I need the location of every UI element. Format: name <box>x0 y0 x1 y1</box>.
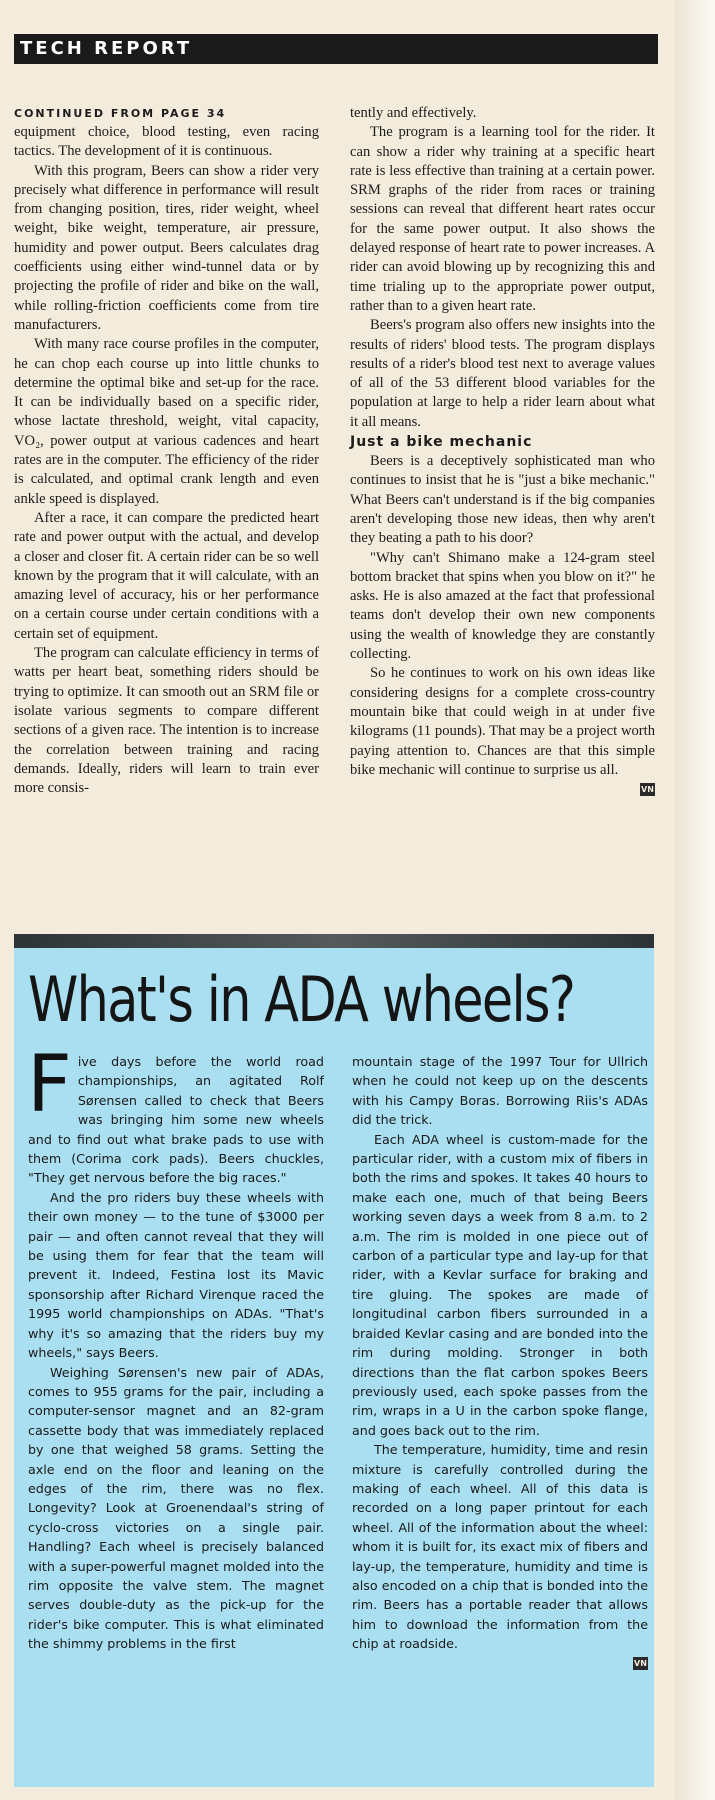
article-column-left <box>14 104 319 798</box>
section-title: TECH REPORT <box>20 38 193 59</box>
end-mark-icon: VN <box>641 785 654 795</box>
ada-sidebar <box>14 934 654 1787</box>
drop-cap: F <box>27 1040 72 1130</box>
paragraph <box>27 1040 324 1188</box>
article-column-right <box>350 104 655 796</box>
paragraph: Weighing Sørensen's new pair of ADAs, comes to 955 grams for the pair, including a computer-sensor magnet and an 82-gram cassette body that was immediately replaced by one that weighed 58 grams. Setting the axle end on the floor and leaning on the edges of the rim, there was no flex. Longevity? Look at Groenendaal's string of cyclo-cross victories on a single pair. Handling? Each wheel is precisely balanced with a super-powerful magnet molded into the rim opposite the valve stem. The magnet serves double-duty as the pick-up for the rider's bike computer. This is what eliminated the shimmy problems in the first <box>28 1364 324 1652</box>
paragraph: Beers's program also offers new insights into the results of riders' blood tests. The program displays results of a rider's blood test next to average values of all of the 53 different blood variables for the population at large to help a rider learn about what it all means. <box>350 317 655 430</box>
paragraph: equipment choice, blood testing, even racing tactics. The development of it is continuous. <box>14 124 319 160</box>
paragraph: The program is a learning tool for the rider. It can show a rider why training at a specific heart rate is less effective than training at a certain power. SRM graphs of the rider from races or training sessions can reveal that different heart rates occur for the same power output. It also shows the delayed response of heart rate to power increases. A rider can avoid blowing up by recognizing this and time trialing up to the appropriate power output, rather than to a given heart rate. <box>350 124 655 314</box>
page-edge <box>675 0 715 1800</box>
sidebar-column-right <box>352 1052 648 1670</box>
sidebar-column-left <box>27 1040 324 1654</box>
sidebar-title: What's in ADA wheels? <box>28 963 575 1036</box>
sidebar-top-bar <box>14 934 654 948</box>
end-mark-icon: VN <box>634 1658 647 1668</box>
paragraph: "Why can't Shimano make a 124-gram steel bottom bracket that spins when you blow on it?" he asks. He is also amazed at the fact that professional teams don't develop their own new components using the wealth of knowledge they are constantly collecting. <box>350 549 655 663</box>
lead-text: ive days before the world road championships, an agitated Rolf Sørensen called to check that Beers was bringing him some new wheels and to find out what brake pads to use with them (Corima cork pads). Beers chuckles, "They get nervous before the big races." <box>28 1054 324 1186</box>
paragraph: The temperature, humidity, time and resin mixture is carefully controlled during the making of each wheel. All of this data is recorded on a long paper printout for each wheel. All of the information about the wheel: whom it is built for, its exact mix of fibers and lay-up, the temperature, humidity and time is also encoded on a chip that is bonded into the rim. Beers has a portable reader that allows him to download the information from the chip at roadside. <box>352 1442 648 1652</box>
paragraph: mountain stage of the 1997 Tour for Ullrich when he could not keep up on the descents with his Campy Boras. Borrowing Riis's ADAs did the trick. <box>352 1054 648 1128</box>
paragraph: With this program, Beers can show a rider very precisely what difference in performance will result from changing position, tires, rider weight, wheel weight, bike weight, temperature, air pressure, humidity and power output. Beers calculates drag coefficients using either wind-tunnel data or by projecting the profile of rider and bike on the wall, while rolling-friction coefficients come from tire manufacturers. <box>14 162 319 333</box>
subhead: Just a bike mechanic <box>350 434 533 451</box>
paragraph: Each ADA wheel is custom-made for the particular rider, with a custom mix of fibers in both the rims and spokes. It takes 40 hours to make each one, much of that being Beers working seven days a week from 8 a.m. to 2 a.m. The rim is molded in one piece out of carbon of a particular type and lay-up for that rider, with a Kevlar surface for braking and tire gluing. The spokes are made of longitudinal carbon fibers surrounded in a braided Kevlar casing and are bonded into the rim during molding. Stronger in both directions than the flat carbon spokes Beers previously used, each spoke passes from the rim, wraps in a U in the carbon spoke flange, and goes back out to the rim. <box>352 1131 648 1438</box>
continued-label: CONTINUED FROM PAGE 34 <box>14 107 227 120</box>
paragraph: So he continues to work on his own ideas like considering designs for a complete cross-country mountain bike that could weigh in at under five kilograms (11 pounds). That may be a project worth paying attention to. Chances are that this simple bike mechanic will continue to surprise us all. <box>350 665 655 778</box>
section-header-bar <box>14 34 658 64</box>
paragraph: After a race, it can compare the predicted heart rate and power output with the actual, and develop a closer and closer fit. A certain rider can be so well known by the program that it will calculate, with an amazing level of accuracy, his or her performance on a certain course under certain conditions with a certain set of equipment. <box>14 509 319 642</box>
paragraph: Beers is a deceptively sophisticated man who continues to insist that he is "just a bike mechanic." What Beers can't understand is if the big companies aren't developing those new ideas, then why aren't they beating a path to his door? <box>350 453 655 547</box>
paragraph: The program can calculate efficiency in terms of watts per heart beat, something riders should be trying to optimize. It can smooth out an SRM file or isolate various segments to compare different sections of a given race. The intention is to increase the correlation between training and racing demands. Ideally, riders will learn to train ever more consis- <box>14 645 319 797</box>
paragraph: tently and effectively. <box>350 105 477 121</box>
paragraph: And the pro riders buy these wheels with their own money — to the tune of $3000 per pair — and often cannot reveal that they will be using them for fear that the team will prevent it. Indeed, Festina lost its Mavic sponsorship after Richard Virenque raced the 1995 world championships on ADAs. "That's why it's so amazing that the riders buy my wheels," says Beers. <box>28 1189 324 1361</box>
paragraph: With many race course profiles in the computer, he can chop each course up into little chunks to determine the optimal bike and set-up for the race. It can be individually based on a specific rider, whose lactate threshold, weight, vital capacity, VO₂, power output at various cadences and heart rates are in the computer. The efficiency of the rider is calculated, and optimal crank length and even ankle speed is displayed. <box>14 336 319 507</box>
